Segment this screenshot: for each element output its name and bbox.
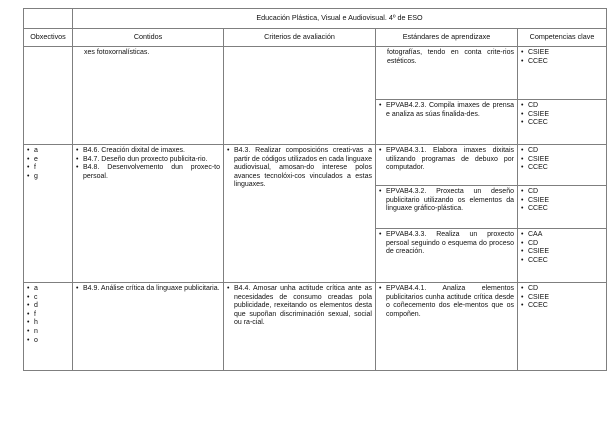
competency-item: • CSIEE [521, 156, 603, 165]
title-spacer-cell [24, 9, 73, 29]
competency-item: • CCEC [521, 164, 603, 173]
criterion-text: • B4.3. Realizar composicións creati-vas a partir de códigos utilizados en cada linguaxe audiovisual, amosan-do interese polos avances tecnolóxi-cos vinculados a estas linguaxes. [227, 147, 372, 190]
row3-criteria-cell [224, 283, 376, 371]
objective-item: • h [27, 319, 69, 328]
competency-item: • CCEC [521, 302, 603, 311]
standard-text: • EPVAB4.3.2. Proxecta un deseño publicitario utilizando os elementos da linguaxe gráfico-plástica. [379, 188, 514, 214]
header-criteria: Criterios de avaliación [224, 29, 376, 47]
competency-item: • CSIEE [521, 111, 603, 120]
competency-item: • CCEC [521, 257, 603, 266]
row2-objectives-cell [24, 145, 73, 283]
objective-item: • d [27, 302, 69, 311]
row1-standard-0-cell [376, 47, 518, 100]
row2-contents-cell [73, 145, 224, 283]
row1-competencies-1-cell [518, 100, 607, 145]
competency-item: • CSIEE [521, 197, 603, 206]
row1-criteria-cell [224, 47, 376, 145]
competency-item: • CSIEE [521, 294, 603, 303]
competency-item: • CSIEE [521, 49, 603, 58]
standard-text: • EPVAB4.4.1. Analiza elementos publicitarios cunha actitude crítica desde o coñecemento dos ele-mentos que os compoñen. [379, 285, 514, 319]
header-standards: Estándares de aprendizaxe [376, 29, 518, 47]
objective-item: • a [27, 285, 69, 294]
row2-competencies-2-cell [518, 229, 607, 283]
competency-item: • CAA [521, 231, 603, 240]
header-competencies: Competencias clave [518, 29, 607, 47]
row3-competencies-0-cell [518, 283, 607, 371]
content-item: • B4.8. Desenvolvemento dun proxec-to persoal. [76, 164, 220, 181]
competency-item: • CD [521, 188, 603, 197]
objective-item: • a [27, 147, 69, 156]
table-title: Educación Plástica, Visual e Audiovisual. 4º de ESO [73, 9, 607, 29]
curriculum-table [23, 8, 607, 371]
objective-item: • f [27, 164, 69, 173]
row1-contents-text: xes fotoxornalísticas. [84, 49, 150, 56]
standard-text: • EPVAB4.3.1. Elabora imaxes dixitais utilizando programas de debuxo por computador. [379, 147, 514, 173]
content-item: • B4.7. Deseño dun proxecto publicita-rio. [76, 156, 220, 165]
competency-item: • CSIEE [521, 248, 603, 257]
competency-item: • CCEC [521, 205, 603, 214]
header-contents: Contidos [73, 29, 224, 47]
row2-standard-1-cell [376, 186, 518, 229]
content-item: • B4.9. Análise crítica da linguaxe publicitaria. [76, 285, 220, 294]
row2-standard-2-cell [376, 229, 518, 283]
objective-item: • c [27, 294, 69, 303]
objective-item: • e [27, 156, 69, 165]
competency-item: • CD [521, 102, 603, 111]
row2-competencies-1-cell [518, 186, 607, 229]
competency-item: • CD [521, 147, 603, 156]
objective-item: • g [27, 173, 69, 182]
competency-item: • CD [521, 240, 603, 249]
competency-item: • CCEC [521, 58, 603, 67]
row1-contents-cell [73, 47, 224, 145]
standard-text: • EPVAB4.3.3. Realiza un proxecto persoal seguindo o esquema do proceso de creación. [379, 231, 514, 257]
row2-competencies-0-cell [518, 145, 607, 186]
criterion-text: • B4.4. Amosar unha actitude crítica ante as necesidades de consumo creadas pola publicidade, rexeitando os elementos desta que supoñan discriminación sexual, social ou ra-cial. [227, 285, 372, 328]
row1-standard-0-text: fotografías, tendo en conta crite-rios estéticos. [387, 49, 514, 65]
competency-item: • CD [521, 285, 603, 294]
content-item: • B4.6. Creación dixital de imaxes. [76, 147, 220, 156]
row1-standard-1-text: • EPVAB4.2.3. Compila imaxes de prensa e analiza as súas finalida-des. [379, 102, 514, 119]
header-objectives: Obxectivos [24, 29, 73, 47]
row1-standard-1-cell [376, 100, 518, 145]
row3-objectives-cell [24, 283, 73, 371]
row2-criteria-cell [224, 145, 376, 283]
objective-item: • n [27, 328, 69, 337]
row1-objectives-cell [24, 47, 73, 145]
objective-item: • f [27, 311, 69, 320]
row1-competencies-0-cell [518, 47, 607, 100]
row3-standard-0-cell [376, 283, 518, 371]
objective-item: • o [27, 337, 69, 346]
row2-standard-0-cell [376, 145, 518, 186]
competency-item: • CCEC [521, 119, 603, 128]
row3-contents-cell [73, 283, 224, 371]
